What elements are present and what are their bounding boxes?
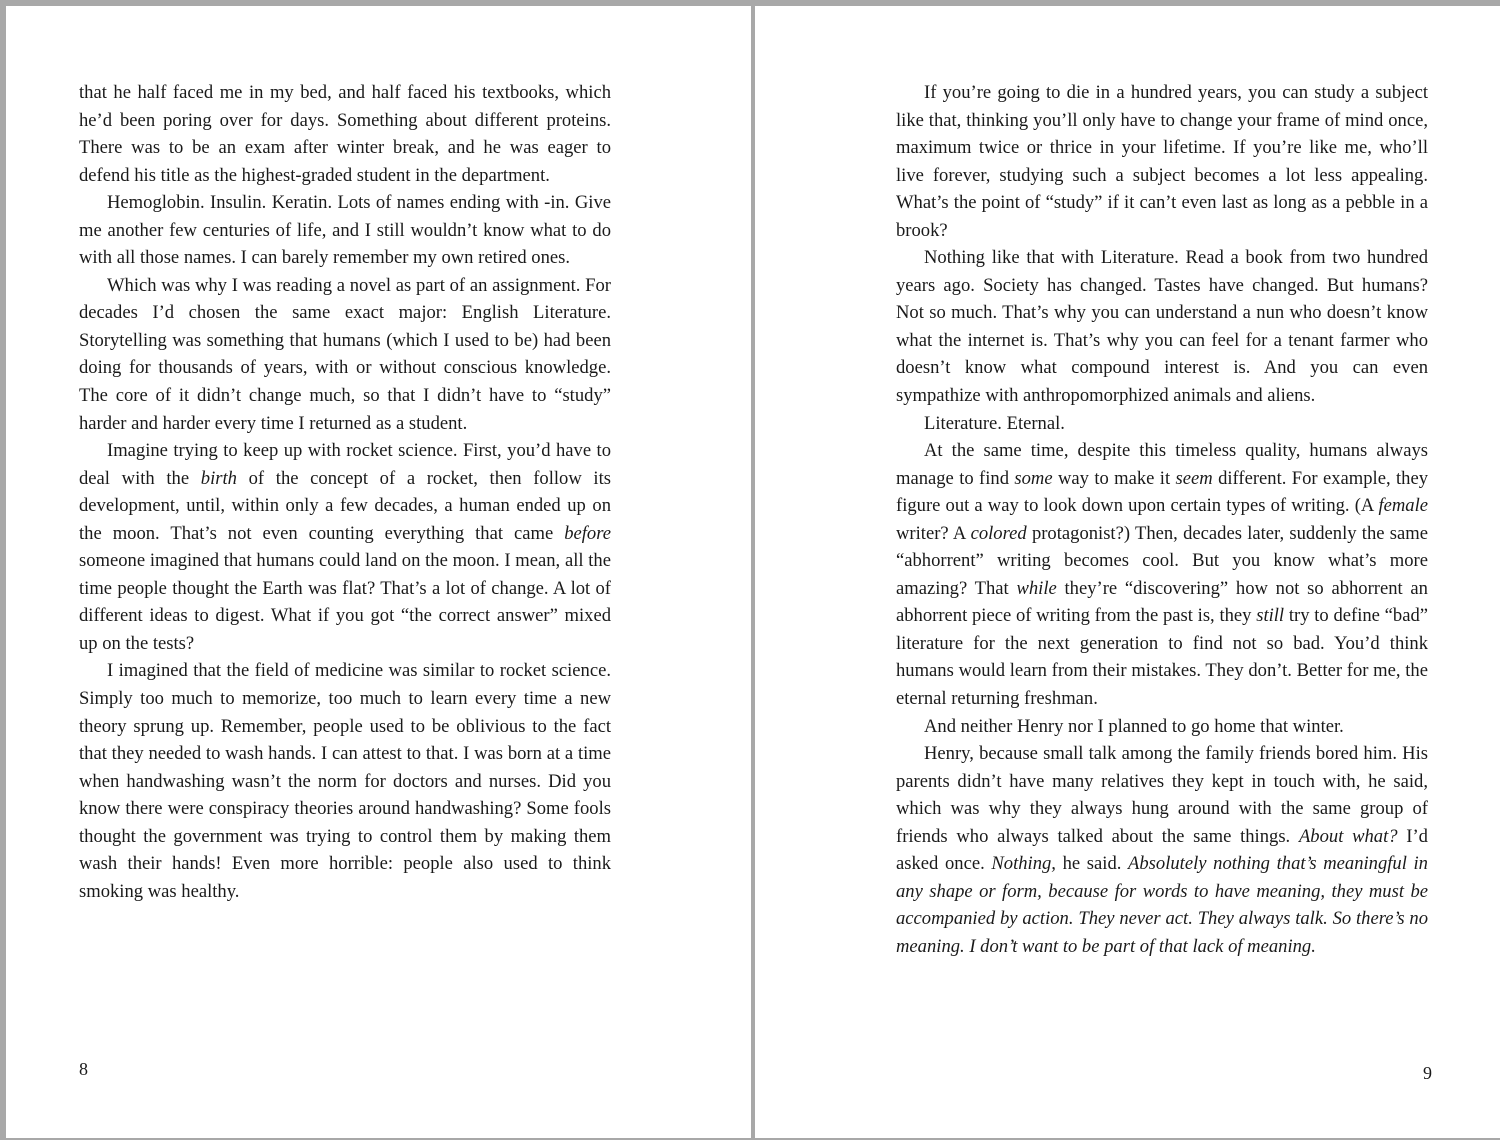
page-number: 9 <box>1423 1063 1432 1083</box>
paragraph: I imagined that the field of medicine was similar to rocket science. Simply too much to memorize, too much to learn every time a new theory sprung up. Remember, people used to be oblivious to the fact that they needed to wash hands. I can attest to that. I was born at a time when handwashing wasn’t the norm for doctors and nurses. Did you know there were conspiracy theories around handwashing? Some fools thought the government was trying to control them by making them wash their hands! Even more horrible: people also used to think smoking was healthy. <box>79 660 611 902</box>
right-page <box>755 6 1500 1138</box>
paragraph: At the same time, despite this timeless quality, humans always manage to find some way to make it seem different. For example, they figure out a way to look down upon certain types of writing. (A female writer? A colored protagonist?) Then, decades later, suddenly the same “abhorrent” writing becomes cool. But you know what’s more amazing? That while they’re “discovering” how not so abhorrent an abhorrent piece of writing from the past is, they still try to define “bad” literature for the next generation to find not so bad. You’d think humans would learn from their mistakes. They don’t. Better for me, the eternal returning freshman. <box>896 440 1429 710</box>
right-page-text <box>896 79 1428 961</box>
page-number: 8 <box>79 1059 88 1079</box>
italic-text: seem <box>1175 467 1213 489</box>
paragraph: Literature. Eternal. <box>924 412 1065 434</box>
italic-text: About what? <box>1298 825 1398 847</box>
paragraph: And neither Henry nor I planned to go home that winter. <box>924 715 1344 737</box>
paragraph: Nothing like that with Literature. Read a book from two hundred years ago. Society has changed. Tastes have changed. But humans? Not so much. That’s why you can understand a nun who doesn’t know what the internet is. That’s why you can feel for a tenant farmer who doesn’t know what compound interest is. And you can even sympathize with anthropomorphized animals and aliens. <box>896 247 1428 407</box>
italic-text: Absolutely nothing that’s meaningful in any shape or form, because for words to have meaning, they must be accompanied by action. They never act. They always talk. So there’s no meaning. I don’t want to be part of that lack of meaning. <box>896 853 1428 957</box>
italic-text: birth <box>200 467 237 489</box>
paragraph: Imagine trying to keep up with rocket science. First, you’d have to deal with the birth of the concept of a rocket, then follow its development, until, within only a few decades, a human ended up on the moon. That’s not even counting everything that came before someone imagined that humans could land on the moon. I mean, all the time people thought the Earth was flat? That’s a lot of change. A lot of different ideas to digest. What if you got “the correct answer” mixed up on the tests? <box>79 440 611 654</box>
left-page <box>6 6 751 1138</box>
paragraph: Which was why I was reading a novel as part of an assignment. For decades I’d chosen the same exact major: English Literature. Storytelling was something that humans (which I used to be) had been doing for thousands of years, with or without conscious knowledge. The core of it didn’t change much, so that I didn’t have to “study” harder and harder every time I returned as a student. <box>79 274 611 434</box>
paragraph: that he half faced me in my bed, and half faced his textbooks, which he’d been poring over for days. Something about different proteins. There was to be an exam after winter break, and he was eager to defend his title as the highest-graded student in the department. <box>79 82 611 186</box>
paragraph: Henry, because small talk among the family friends bored him. His parents didn’t have many relatives they kept in touch with, he said, which was why they always hung around with the same group of friends who always talked about the same things. About what? I’d asked once. Nothing, he said. Absolutely nothing that’s meaningful in any shape or form, because for words to have meaning, they must be accompanied by action. They never act. They always talk. So there’s no meaning. I don’t want to be part of that lack of meaning. <box>896 743 1428 957</box>
italic-text: colored <box>970 522 1027 544</box>
italic-text: female <box>1378 495 1428 517</box>
italic-text: some <box>1014 467 1053 489</box>
paragraph: If you’re going to die in a hundred years, you can study a subject like that, thinking you’ll only have to change your frame of mind once, maximum twice or thrice in your lifetime. If you’re like me, who’ll live forever, studying such a subject becomes a lot less appealing. What’s the point of “study” if it can’t even last as long as a pebble in a brook? <box>896 82 1428 241</box>
paragraph: Hemoglobin. Insulin. Keratin. Lots of names ending with -in. Give me another few centuries of life, and I still wouldn’t know what to do with all those names. I can barely remember my own retired ones. <box>79 192 611 269</box>
italic-text: before <box>564 522 611 544</box>
left-page-text <box>79 79 611 905</box>
italic-text: still <box>1256 605 1285 627</box>
italic-text: Nothing, <box>991 853 1056 875</box>
italic-text: while <box>1016 577 1057 599</box>
